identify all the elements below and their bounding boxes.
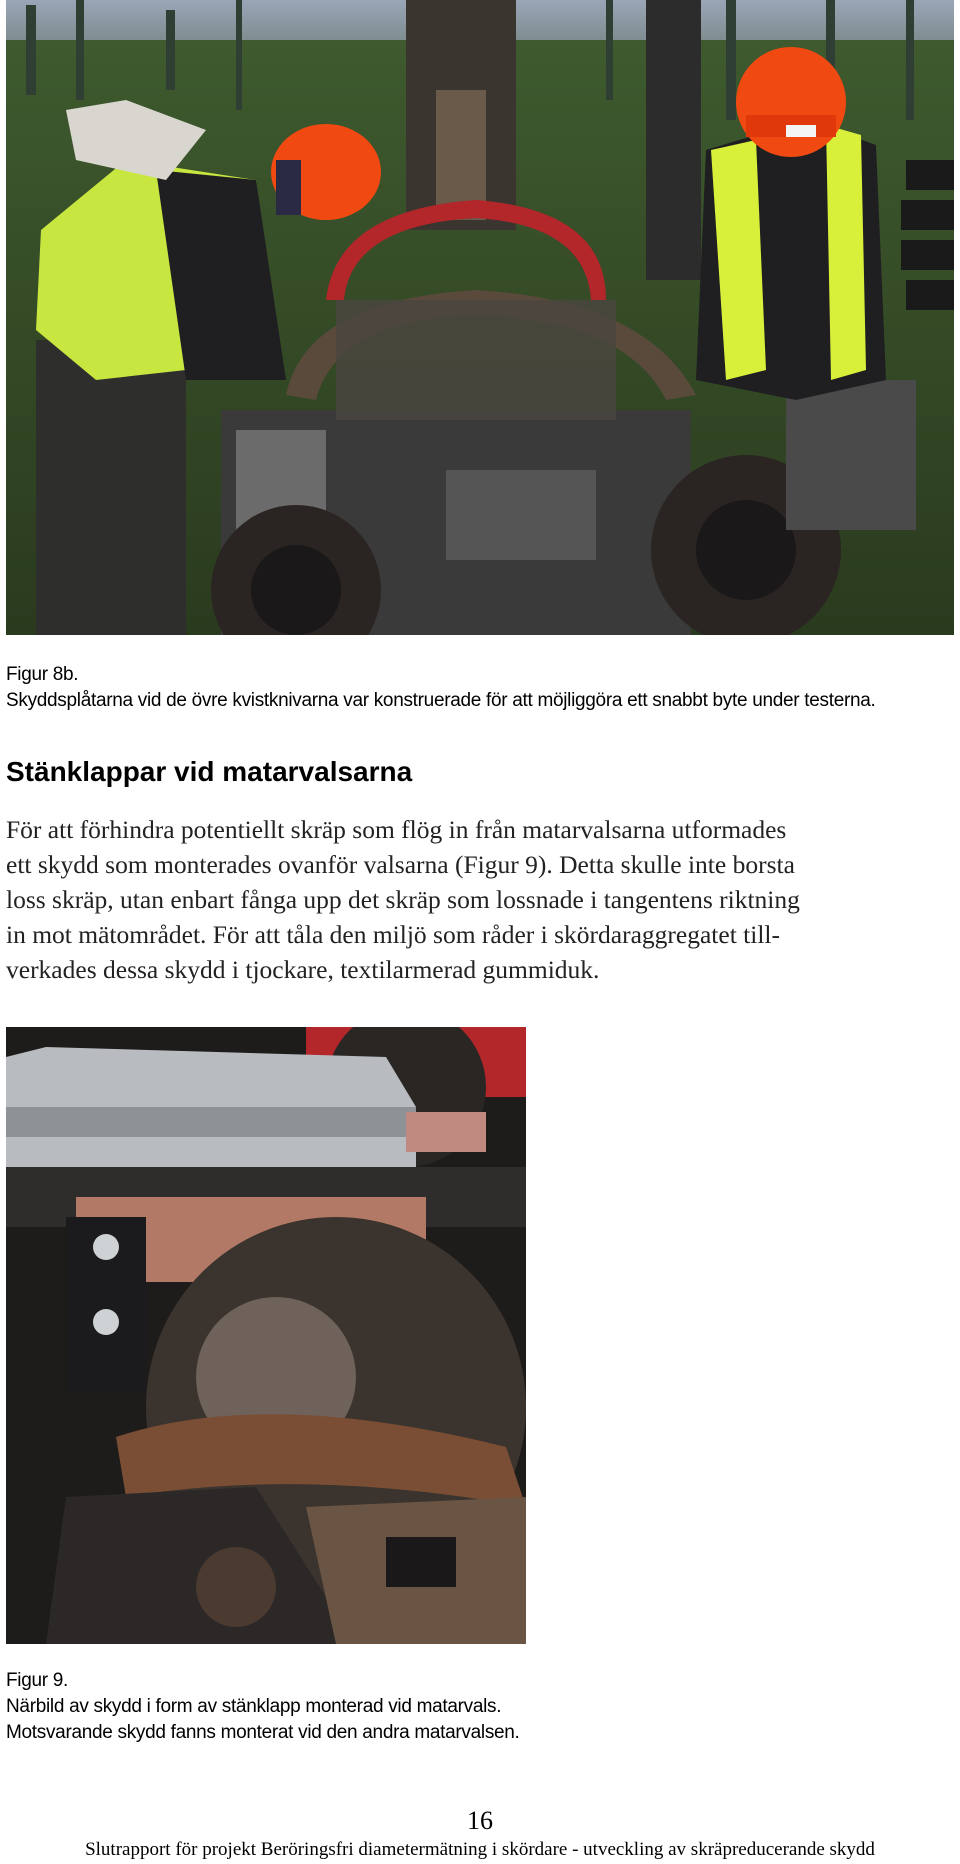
section-heading: Stänklappar vid matarvalsarna	[6, 756, 413, 787]
figure-8b-label: Figur 8b.	[6, 664, 79, 685]
paragraph-line: För att förhindra potentiellt skräp som flög in från matarvalsarna utformades	[6, 815, 787, 844]
figure-9-photo	[6, 1027, 526, 1644]
paragraph-line: verkades dessa skydd i tjockare, textilarmerad gummiduk.	[6, 955, 600, 984]
figure-9-label: Figur 9.	[6, 1670, 69, 1691]
figure-9-caption-line-2: Motsvarande skydd fanns monterat vid den andra matarvalsen.	[6, 1722, 520, 1743]
figure-8b-caption	[6, 662, 876, 714]
figure-9-caption	[6, 1668, 520, 1746]
paragraph-line: loss skräp, utan enbart fånga upp det skräp som lossnade i tangentens riktning	[6, 885, 800, 914]
figure-8b-photo	[6, 0, 954, 635]
paragraph-line: in mot mätområdet. För att tåla den miljö som råder i skördaraggregatet till-	[6, 920, 780, 949]
section-paragraph	[6, 812, 956, 987]
page-number: 16	[467, 1806, 493, 1835]
figure-9-caption-line-1: Närbild av skydd i form av stänklapp monterad vid matarvals.	[6, 1696, 502, 1717]
page-footer: Slutrapport för projekt Beröringsfri diametermätning i skördare - utveckling av skräpreducerande skydd	[85, 1839, 875, 1860]
figure-8b-caption-text: Skyddsplåtarna vid de övre kvistknivarna var konstruerade för att möjliggöra ett snabbt byte under testerna.	[6, 690, 876, 711]
paragraph-line: ett skydd som monterades ovanför valsarna (Figur 9). Detta skulle inte borsta	[6, 850, 795, 879]
